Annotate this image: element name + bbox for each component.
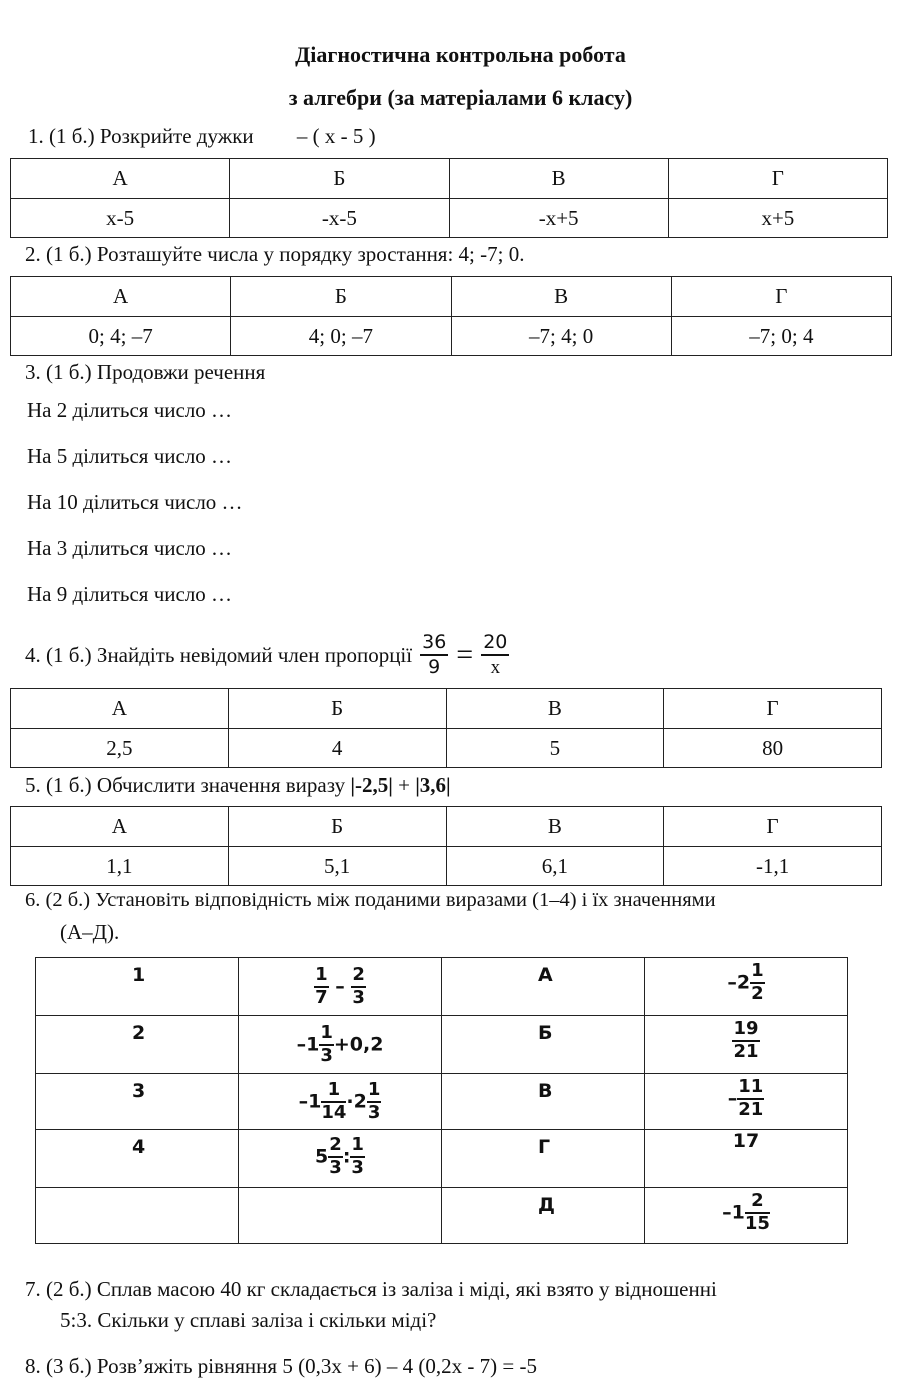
question-3-text: 3. (1 б.) Продовжи речення bbox=[25, 360, 266, 384]
answer-option: –7; 0; 4 bbox=[671, 317, 891, 356]
answer-option: 4 bbox=[228, 729, 446, 768]
question-5 bbox=[25, 773, 451, 798]
question-3-item: На 3 ділиться число … bbox=[27, 536, 233, 560]
question-1-expression: – ( x - 5 ) bbox=[296, 124, 376, 148]
table-header: А bbox=[11, 807, 229, 847]
question-3-item: На 5 ділиться число … bbox=[27, 444, 233, 468]
question-3-item: На 9 ділиться число … bbox=[27, 582, 233, 606]
answer-option: 2,5 bbox=[11, 729, 229, 768]
answer-option: -x+5 bbox=[449, 199, 668, 238]
equals-sign: = bbox=[456, 638, 474, 671]
proportion-fraction-right: $\frac{20}{x}$ bbox=[483, 631, 508, 678]
expression-number: 3 bbox=[36, 1074, 239, 1130]
question-6-text: 6. (2 б.) Установіть відповідність між поданими виразами (1–4) і їх значеннями bbox=[25, 889, 716, 911]
question-6-text-cont: (А–Д). bbox=[60, 920, 120, 944]
answer-option: 0; 4; –7 bbox=[11, 317, 231, 356]
value-v: – $\frac{11}{21}$ bbox=[645, 1074, 848, 1130]
value-letter: Г bbox=[442, 1130, 645, 1188]
answer-option: 4; 0; –7 bbox=[231, 317, 451, 356]
expression-empty bbox=[239, 1188, 442, 1244]
question-3-item: На 10 ділиться число … bbox=[27, 490, 243, 514]
expression-3: –1 $\frac{1}{14}$ ·2 $\frac{1}{3}$ bbox=[239, 1074, 442, 1130]
matching-table bbox=[35, 957, 848, 1244]
abs-value-b: |3,6| bbox=[415, 773, 451, 797]
question-2-text: 2. (1 б.) Розташуйте числа у порядку зростання: 4; -7; 0. bbox=[25, 242, 525, 266]
page-subtitle: з алгебри (за матеріалами 6 класу) bbox=[288, 85, 633, 110]
question-7-text-cont: 5:3. Скільки у сплаві заліза і скільки міді? bbox=[60, 1308, 437, 1332]
question-7-text: 7. (2 б.) Сплав масою 40 кг складається із заліза і міді, які взято у відношенні bbox=[25, 1277, 717, 1301]
table-header: Б bbox=[230, 159, 449, 199]
answer-option: -1,1 bbox=[664, 847, 882, 886]
proportion-fraction-left: $\frac{36}{9}$ bbox=[422, 631, 447, 678]
table-header: В bbox=[446, 807, 664, 847]
value-letter: Д bbox=[442, 1188, 645, 1244]
answer-option: –7; 4; 0 bbox=[451, 317, 671, 356]
table-header: Б bbox=[228, 807, 446, 847]
table-header: Г bbox=[671, 277, 891, 317]
table-header: А bbox=[11, 689, 229, 729]
answer-option: 80 bbox=[664, 729, 882, 768]
question-4-text: 4. (1 б.) Знайдіть невідомий член пропорції bbox=[25, 642, 413, 667]
question-5-table bbox=[10, 806, 882, 886]
answer-option: x+5 bbox=[668, 199, 887, 238]
table-header: В bbox=[446, 689, 664, 729]
expression-number: 2 bbox=[36, 1016, 239, 1074]
expression-1: $\frac{1}{7}$ – $\frac{2}{3}$ bbox=[239, 958, 442, 1016]
expression-number: 1 bbox=[36, 958, 239, 1016]
question-3-item: На 2 ділиться число … bbox=[27, 398, 233, 422]
table-header: Б bbox=[228, 689, 446, 729]
value-b: $\frac{19}{21}$ bbox=[645, 1016, 848, 1074]
expression-number: 4 bbox=[36, 1130, 239, 1188]
question-4-table bbox=[10, 688, 882, 768]
question-1 bbox=[28, 124, 376, 149]
table-header: Г bbox=[668, 159, 887, 199]
table-header: В bbox=[451, 277, 671, 317]
table-header: А bbox=[11, 277, 231, 317]
answer-option: 6,1 bbox=[446, 847, 664, 886]
value-letter: Б bbox=[442, 1016, 645, 1074]
question-2-table bbox=[10, 276, 892, 356]
question-5-text: 5. (1 б.) Обчислити значення виразу bbox=[25, 773, 346, 797]
table-header: Г bbox=[664, 689, 882, 729]
answer-option: -x-5 bbox=[230, 199, 449, 238]
expression-4: 5 $\frac{2}{3}$ : $\frac{1}{3}$ bbox=[239, 1130, 442, 1188]
page-title: Діагностична контрольна робота bbox=[295, 42, 626, 67]
table-header: Г bbox=[664, 807, 882, 847]
value-a: –2 $\frac{1}{2}$ bbox=[645, 958, 848, 1016]
table-header: Б bbox=[231, 277, 451, 317]
question-1-text: 1. (1 б.) Розкрийте дужки bbox=[28, 124, 254, 148]
table-header: А bbox=[11, 159, 230, 199]
question-1-table bbox=[10, 158, 888, 238]
value-d: –1 $\frac{2}{15}$ bbox=[645, 1188, 848, 1244]
table-header: В bbox=[449, 159, 668, 199]
answer-option: x-5 bbox=[11, 199, 230, 238]
answer-option: 5 bbox=[446, 729, 664, 768]
abs-value-a: |-2,5| bbox=[350, 773, 393, 797]
plus-sign: + bbox=[392, 773, 416, 797]
value-letter: А bbox=[442, 958, 645, 1016]
expression-2: –1 $\frac{1}{3}$ +0,2 bbox=[239, 1016, 442, 1074]
answer-option: 5,1 bbox=[228, 847, 446, 886]
value-letter: В bbox=[442, 1074, 645, 1130]
answer-option: 1,1 bbox=[11, 847, 229, 886]
question-4 bbox=[25, 624, 509, 686]
question-8-text: 8. (3 б.) Розв’яжіть рівняння 5 (0,3x + 6) – 4 (0,2x - 7) = -5 bbox=[25, 1354, 537, 1378]
expression-number bbox=[36, 1188, 239, 1244]
value-g: 17 bbox=[645, 1130, 848, 1188]
